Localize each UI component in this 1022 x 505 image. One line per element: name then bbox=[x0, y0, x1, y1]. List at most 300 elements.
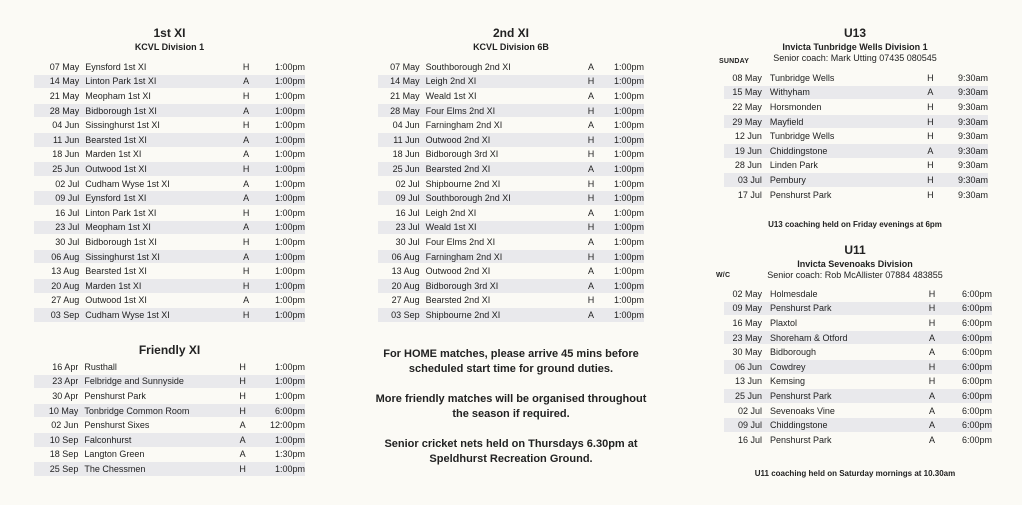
second-xi-title: 2nd XI bbox=[492, 26, 529, 40]
match-time: 6:00pm bbox=[961, 405, 992, 416]
match-opponent: Chiddingstone bbox=[762, 418, 904, 432]
match-opponent: Weald 1st XI bbox=[425, 90, 477, 101]
first-xi-title: 1st XI bbox=[153, 26, 186, 40]
match-date: 10 May bbox=[34, 404, 78, 418]
match-time: 1:00pm bbox=[613, 178, 644, 189]
first-xi-division: KCVL Division 1 bbox=[134, 42, 205, 52]
match-time: 1:00pm bbox=[274, 134, 305, 145]
table-row bbox=[724, 316, 992, 330]
table-row bbox=[724, 86, 988, 100]
table-row bbox=[378, 235, 644, 249]
match-venue: H bbox=[927, 72, 934, 83]
match-date: 09 Jul bbox=[724, 418, 762, 432]
table-row bbox=[34, 89, 305, 103]
table-row bbox=[378, 221, 644, 235]
match-date: 28 May bbox=[34, 104, 79, 118]
match-opponent: Withyham bbox=[762, 86, 903, 100]
match-time: 6:00pm bbox=[270, 404, 305, 418]
table-row bbox=[34, 433, 305, 447]
match-time: 1:00pm bbox=[613, 236, 644, 247]
match-time: 6:00pm bbox=[961, 332, 992, 343]
match-opponent: Mayfield bbox=[762, 115, 903, 129]
first-xi-fixtures-table bbox=[34, 59, 305, 323]
match-venue: H bbox=[568, 75, 614, 89]
match-opponent: Shipbourne 2nd XI bbox=[420, 308, 568, 322]
match-date: 06 Aug bbox=[34, 250, 79, 264]
match-opponent: Bearsted 2nd XI bbox=[425, 295, 491, 306]
table-row bbox=[724, 433, 992, 447]
match-date: 20 Aug bbox=[34, 279, 79, 293]
match-opponent: Bidborough bbox=[770, 347, 817, 358]
table-row bbox=[378, 75, 644, 89]
match-date: 18 Jun bbox=[52, 149, 80, 160]
match-date: 02 Jul bbox=[395, 178, 420, 189]
table-row bbox=[724, 100, 988, 114]
match-venue: H bbox=[928, 288, 936, 299]
match-venue: H bbox=[904, 360, 960, 374]
match-venue: H bbox=[927, 131, 934, 142]
match-venue: H bbox=[242, 90, 250, 101]
match-venue: H bbox=[215, 404, 270, 418]
table-row bbox=[378, 250, 644, 264]
match-date: 09 Jul bbox=[378, 191, 420, 205]
match-date: 29 May bbox=[724, 115, 762, 129]
table-row bbox=[378, 206, 644, 220]
u13-section bbox=[718, 26, 992, 63]
match-date: 28 Jun bbox=[734, 160, 762, 171]
match-venue: H bbox=[568, 133, 614, 147]
match-venue: A bbox=[217, 133, 275, 147]
match-opponent: Bidborough 3rd XI bbox=[420, 279, 568, 293]
match-time: 1:00pm bbox=[613, 207, 644, 218]
match-venue: A bbox=[217, 104, 275, 118]
match-date: 22 May bbox=[732, 101, 762, 112]
match-opponent: Southborough 2nd XI bbox=[425, 61, 511, 72]
table-row bbox=[34, 389, 305, 403]
table-row bbox=[34, 375, 305, 389]
match-time: 1:00pm bbox=[274, 120, 305, 131]
match-venue: H bbox=[242, 266, 250, 277]
match-time: 1:00pm bbox=[613, 134, 644, 145]
match-opponent: Penshurst Park bbox=[762, 389, 904, 403]
table-row bbox=[34, 308, 305, 322]
match-time: 12:00pm bbox=[269, 420, 305, 431]
match-venue: H bbox=[928, 317, 936, 328]
match-time: 9:30am bbox=[957, 116, 988, 127]
nets-note: Senior cricket nets held on Thursdays 6.30pm at Speldhurst Recreation Ground. bbox=[384, 438, 638, 465]
match-time: 1:00pm bbox=[274, 295, 305, 306]
match-date: 23 Jul bbox=[34, 221, 79, 235]
table-row bbox=[378, 294, 644, 308]
match-venue: H bbox=[215, 375, 270, 389]
match-opponent: Langton Green bbox=[84, 449, 145, 460]
match-time: 6:00pm bbox=[961, 361, 992, 372]
match-date: 14 May bbox=[34, 75, 79, 89]
match-venue: A bbox=[587, 266, 594, 277]
match-time: 1:00pm bbox=[274, 90, 305, 101]
table-row bbox=[378, 104, 644, 118]
match-date: 13 Jun bbox=[734, 376, 762, 387]
match-opponent: Pembury bbox=[762, 173, 903, 187]
table-row bbox=[34, 206, 305, 220]
match-date: 21 May bbox=[390, 90, 420, 101]
match-date: 19 Jun bbox=[724, 144, 762, 158]
match-opponent: Leigh 2nd XI bbox=[425, 207, 477, 218]
match-venue: A bbox=[243, 178, 250, 189]
match-time: 9:30am bbox=[957, 145, 988, 156]
match-venue: H bbox=[215, 462, 270, 476]
match-opponent: Bearsted 1st XI bbox=[79, 133, 217, 147]
u11-fixtures-table bbox=[724, 286, 992, 448]
match-time: 1:00pm bbox=[274, 105, 305, 116]
match-opponent: Four Elms 2nd XI bbox=[420, 104, 568, 118]
match-date: 15 May bbox=[724, 86, 762, 100]
match-opponent: Linton Park 1st XI bbox=[79, 75, 217, 89]
match-venue: A bbox=[904, 331, 960, 345]
u11-title: U11 bbox=[844, 243, 866, 257]
match-venue: H bbox=[568, 191, 614, 205]
match-opponent: Meopham 1st XI bbox=[85, 90, 151, 101]
match-opponent: Penshurst Park bbox=[84, 390, 146, 401]
match-opponent: Marden 1st XI bbox=[85, 149, 142, 160]
match-date: 20 Aug bbox=[378, 279, 420, 293]
match-opponent: Horsmonden bbox=[769, 101, 822, 112]
match-time: 9:30am bbox=[957, 160, 988, 171]
match-venue: H bbox=[587, 178, 595, 189]
match-time: 1:00pm bbox=[613, 295, 644, 306]
match-date: 30 Jul bbox=[55, 236, 80, 247]
match-venue: A bbox=[904, 418, 960, 432]
match-date: 03 Sep bbox=[378, 308, 420, 322]
match-opponent: Farningham 2nd XI bbox=[420, 250, 568, 264]
match-date: 25 Jun bbox=[724, 389, 762, 403]
match-opponent: Cudham Wyse 1st XI bbox=[79, 308, 217, 322]
match-venue: H bbox=[927, 160, 934, 171]
second-xi-section bbox=[378, 26, 644, 52]
friendly-xi-fixtures-table bbox=[34, 359, 305, 477]
match-opponent: The Chessmen bbox=[78, 462, 215, 476]
table-row bbox=[34, 360, 305, 374]
friendlies-note: More friendly matches will be organised throughout the season if required. bbox=[375, 393, 647, 420]
table-row bbox=[724, 188, 988, 202]
match-opponent: Chiddingstone bbox=[762, 144, 903, 158]
match-date: 07 May bbox=[390, 61, 420, 72]
table-row bbox=[34, 75, 305, 89]
match-time: 1:00pm bbox=[274, 280, 305, 291]
match-opponent: Southborough 2nd XI bbox=[420, 191, 568, 205]
table-row bbox=[34, 133, 305, 147]
match-venue: A bbox=[587, 207, 594, 218]
match-venue: H bbox=[239, 390, 246, 401]
match-opponent: Kemsing bbox=[770, 376, 806, 387]
table-row bbox=[724, 331, 992, 345]
table-row bbox=[724, 345, 992, 359]
table-row bbox=[34, 294, 305, 308]
table-row bbox=[378, 264, 644, 278]
match-time: 1:00pm bbox=[613, 120, 644, 131]
match-time: 1:00pm bbox=[274, 149, 305, 160]
match-date: 11 Jun bbox=[378, 133, 420, 147]
match-venue: A bbox=[568, 162, 614, 176]
match-time: 1:00pm bbox=[274, 236, 305, 247]
match-date: 21 May bbox=[49, 90, 80, 101]
u13-coaching-note: U13 coaching held on Friday evenings at 6pm bbox=[768, 220, 942, 229]
match-date: 08 May bbox=[732, 72, 762, 83]
table-row bbox=[378, 148, 644, 162]
table-row bbox=[378, 133, 644, 147]
second-xi-fixtures-table bbox=[378, 59, 644, 323]
match-opponent: Outwood 1st XI bbox=[85, 295, 147, 306]
table-row bbox=[724, 389, 992, 403]
match-time: 6:00pm bbox=[961, 317, 992, 328]
match-venue: H bbox=[239, 361, 246, 372]
match-time: 1:00pm bbox=[274, 61, 305, 72]
table-row bbox=[34, 264, 305, 278]
match-date: 16 Jul bbox=[737, 434, 762, 445]
match-opponent: Weald 1st XI bbox=[420, 221, 568, 235]
match-time: 6:00pm bbox=[961, 288, 992, 299]
match-opponent: Tunbridge Wells bbox=[769, 72, 835, 83]
match-venue: A bbox=[903, 86, 958, 100]
table-row bbox=[378, 162, 644, 176]
match-time: 1:00pm bbox=[613, 280, 644, 291]
match-opponent: Cudham Wyse 1st XI bbox=[85, 178, 170, 189]
match-venue: H bbox=[217, 308, 275, 322]
match-venue: A bbox=[568, 279, 614, 293]
match-date: 25 Sep bbox=[34, 462, 78, 476]
match-venue: H bbox=[242, 207, 250, 218]
match-time: 9:30am bbox=[957, 87, 988, 98]
match-opponent: Sissinghurst 1st XI bbox=[79, 250, 217, 264]
match-venue: A bbox=[587, 61, 594, 72]
match-time: 1:00pm bbox=[270, 433, 305, 447]
match-venue: H bbox=[242, 236, 250, 247]
match-venue: H bbox=[903, 115, 958, 129]
home-arrival-note: For HOME matches, please arrive 45 mins before scheduled start time for ground duties. bbox=[383, 348, 639, 375]
match-time: 6:00pm bbox=[961, 347, 992, 358]
match-opponent: Bearsted 2nd XI bbox=[420, 162, 568, 176]
u11-day-label: W/C bbox=[716, 272, 731, 279]
table-row bbox=[34, 448, 305, 462]
match-venue: A bbox=[217, 191, 275, 205]
match-venue: H bbox=[217, 279, 275, 293]
match-opponent: Bidborough 1st XI bbox=[79, 104, 217, 118]
match-opponent: Outwood 2nd XI bbox=[425, 266, 491, 277]
u11-coach: Senior coach: Rob McAllister 07884 483855 bbox=[767, 270, 943, 280]
table-row bbox=[34, 462, 305, 476]
match-date: 13 Aug bbox=[51, 266, 80, 277]
match-venue: A bbox=[217, 221, 275, 235]
match-opponent: Tunbridge Wells bbox=[769, 131, 835, 142]
match-date: 02 Jun bbox=[51, 420, 79, 431]
u13-coach: Senior coach: Mark Utting 07435 080545 bbox=[773, 53, 937, 63]
match-date: 13 Aug bbox=[391, 266, 420, 277]
friendly-xi-section bbox=[34, 343, 305, 357]
table-row bbox=[724, 375, 992, 389]
match-venue: A bbox=[587, 120, 594, 131]
match-date: 23 Apr bbox=[34, 375, 78, 389]
match-venue: H bbox=[927, 189, 934, 200]
table-row bbox=[34, 60, 305, 74]
match-opponent: Meopham 1st XI bbox=[79, 221, 217, 235]
table-row bbox=[724, 360, 992, 374]
match-date: 16 Jul bbox=[395, 207, 420, 218]
table-row bbox=[724, 418, 992, 432]
match-time: 1:00pm bbox=[274, 390, 305, 401]
table-row bbox=[34, 418, 305, 432]
match-date: 10 Sep bbox=[34, 433, 78, 447]
match-date: 03 Sep bbox=[34, 308, 79, 322]
match-opponent: Holmesdale bbox=[770, 288, 818, 299]
match-venue: A bbox=[587, 236, 594, 247]
table-row bbox=[724, 287, 992, 301]
match-date: 30 May bbox=[732, 347, 762, 358]
match-time: 1:00pm bbox=[274, 251, 305, 262]
match-date: 09 May bbox=[724, 302, 762, 316]
match-venue: H bbox=[927, 101, 934, 112]
match-venue: A bbox=[217, 250, 275, 264]
u13-division: Invicta Tunbridge Wells Division 1 bbox=[782, 42, 928, 52]
match-opponent: Eynsford 1st XI bbox=[85, 61, 147, 72]
table-row bbox=[34, 404, 305, 418]
match-venue: H bbox=[568, 104, 614, 118]
match-date: 14 May bbox=[378, 75, 420, 89]
match-date: 27 Aug bbox=[391, 295, 420, 306]
match-opponent: Rusthall bbox=[84, 361, 117, 372]
match-time: 1:00pm bbox=[613, 90, 644, 101]
table-row bbox=[34, 148, 305, 162]
match-venue: H bbox=[587, 295, 595, 306]
match-time: 1:00pm bbox=[274, 76, 305, 87]
match-opponent: Linton Park 1st XI bbox=[85, 207, 157, 218]
match-time: 6:00pm bbox=[961, 420, 992, 431]
match-time: 1:00pm bbox=[613, 149, 644, 160]
match-opponent: Penshurst Park bbox=[769, 189, 832, 200]
match-date: 04 Jun bbox=[52, 120, 80, 131]
u11-coaching-note: U11 coaching held on Saturday mornings at 10.30am bbox=[754, 469, 956, 478]
match-date: 16 Jul bbox=[55, 207, 80, 218]
match-venue: A bbox=[215, 433, 270, 447]
u13-fixtures-table bbox=[724, 70, 988, 202]
match-time: 1:00pm bbox=[274, 266, 305, 277]
match-venue: A bbox=[928, 347, 935, 358]
match-opponent: Tonbridge Common Room bbox=[78, 404, 215, 418]
match-date: 27 Aug bbox=[51, 295, 80, 306]
match-time: 1:00pm bbox=[270, 375, 305, 389]
match-time: 6:00pm bbox=[961, 434, 992, 445]
match-opponent: Bearsted 1st XI bbox=[85, 266, 147, 277]
u13-title: U13 bbox=[843, 26, 866, 40]
match-opponent: Shipbourne 2nd XI bbox=[425, 178, 501, 189]
second-xi-division: KCVL Division 6B bbox=[473, 42, 549, 52]
table-row bbox=[378, 308, 644, 322]
match-time: 1:30pm bbox=[274, 449, 305, 460]
match-time: 1:00pm bbox=[613, 193, 644, 204]
match-venue: A bbox=[239, 420, 246, 431]
match-date: 18 Sep bbox=[49, 449, 79, 460]
table-row bbox=[724, 71, 988, 85]
match-venue: A bbox=[904, 389, 960, 403]
match-time: 9:30am bbox=[957, 72, 988, 83]
match-opponent: Plaxtol bbox=[770, 317, 798, 328]
match-time: 1:00pm bbox=[613, 222, 644, 233]
table-row bbox=[34, 250, 305, 264]
table-row bbox=[378, 89, 644, 103]
match-date: 30 Apr bbox=[52, 390, 79, 401]
match-venue: A bbox=[587, 90, 594, 101]
match-time: 6:00pm bbox=[961, 390, 992, 401]
match-time: 1:00pm bbox=[274, 361, 305, 372]
match-venue: H bbox=[568, 250, 614, 264]
match-date: 16 May bbox=[732, 317, 762, 328]
match-venue: H bbox=[217, 162, 275, 176]
match-venue: A bbox=[243, 295, 250, 306]
match-opponent: Four Elms 2nd XI bbox=[425, 236, 496, 247]
match-venue: A bbox=[903, 144, 958, 158]
match-time: 1:00pm bbox=[274, 222, 305, 233]
match-date: 02 Jul bbox=[737, 405, 762, 416]
match-opponent: Shoreham & Otford bbox=[762, 331, 904, 345]
match-venue: A bbox=[217, 75, 275, 89]
match-date: 30 Jul bbox=[395, 236, 420, 247]
table-row bbox=[724, 115, 988, 129]
match-date: 04 Jun bbox=[392, 120, 420, 131]
match-venue: A bbox=[239, 449, 246, 460]
table-row bbox=[34, 104, 305, 118]
match-opponent: Cowdrey bbox=[762, 360, 904, 374]
match-time: 1:00pm bbox=[613, 105, 644, 116]
match-time: 1:00pm bbox=[274, 193, 305, 204]
match-venue: H bbox=[904, 302, 960, 316]
match-time: 1:00pm bbox=[274, 178, 305, 189]
table-row bbox=[378, 279, 644, 293]
table-row bbox=[34, 177, 305, 191]
table-row bbox=[378, 177, 644, 191]
match-time: 9:30am bbox=[957, 174, 988, 185]
match-date: 02 Jul bbox=[55, 178, 80, 189]
table-row bbox=[378, 118, 644, 132]
match-time: 1:00pm bbox=[270, 462, 305, 476]
match-opponent: Farningham 2nd XI bbox=[425, 120, 503, 131]
match-opponent: Outwood 2nd XI bbox=[420, 133, 568, 147]
match-date: 18 Jun bbox=[392, 149, 420, 160]
table-row bbox=[378, 60, 644, 74]
match-opponent: Bidborough 3rd XI bbox=[425, 149, 499, 160]
match-date: 17 Jul bbox=[737, 189, 762, 200]
match-date: 06 Jun bbox=[724, 360, 762, 374]
match-venue: H bbox=[587, 149, 595, 160]
match-date: 09 Jul bbox=[34, 191, 79, 205]
match-date: 12 Jun bbox=[734, 131, 762, 142]
match-venue: H bbox=[242, 120, 250, 131]
match-date: 16 Apr bbox=[52, 361, 79, 372]
match-time: 9:30am bbox=[957, 131, 988, 142]
table-row bbox=[34, 235, 305, 249]
match-date: 23 Jul bbox=[378, 221, 420, 235]
match-time: 6:00pm bbox=[961, 376, 992, 387]
match-opponent: Outwood 1st XI bbox=[79, 162, 217, 176]
match-date: 23 May bbox=[724, 331, 762, 345]
match-date: 03 Jul bbox=[724, 173, 762, 187]
match-opponent: Penshurst Park bbox=[770, 434, 832, 445]
match-time: 1:00pm bbox=[274, 163, 305, 174]
match-venue: H bbox=[242, 61, 250, 72]
table-row bbox=[34, 118, 305, 132]
match-time: 9:30am bbox=[957, 101, 988, 112]
match-time: 1:00pm bbox=[613, 76, 644, 87]
match-venue: A bbox=[928, 405, 935, 416]
table-row bbox=[724, 302, 992, 316]
